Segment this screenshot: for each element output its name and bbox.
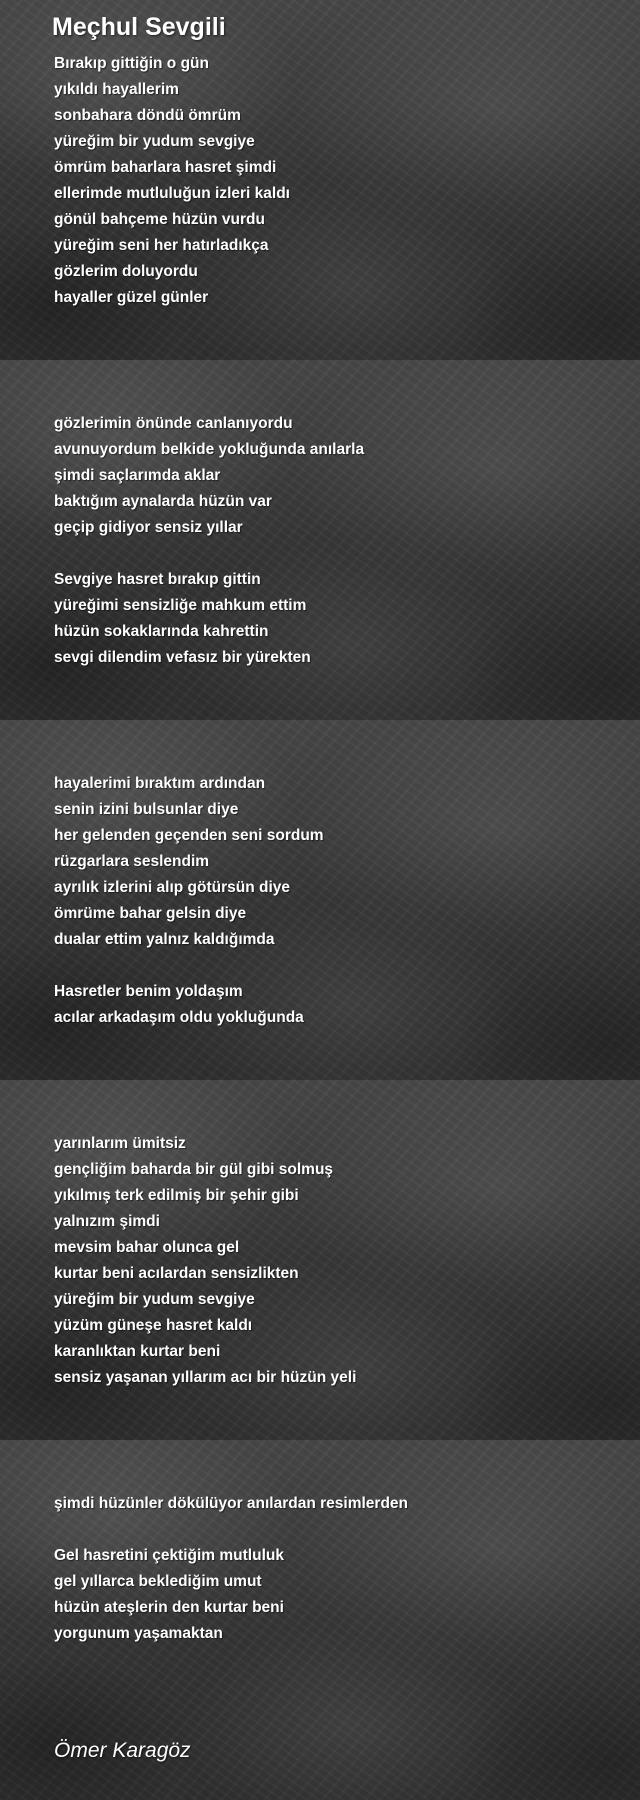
poem-author: Ömer Karagöz: [54, 1739, 191, 1762]
poem-line: gönül bahçeme hüzün vurdu: [54, 211, 265, 228]
poem-line: yıkılmış terk edilmiş bir şehir gibi: [54, 1187, 299, 1204]
poem-line: gençliğim baharda bir gül gibi solmuş: [54, 1161, 334, 1178]
poem-title: Meçhul Sevgili: [52, 13, 226, 41]
poem-line: hüzün ateşlerin den kurtar beni: [54, 1599, 284, 1616]
poem-line: her gelenden geçenden seni sordum: [54, 827, 324, 844]
poem-line: hüzün sokaklarında kahrettin: [54, 623, 269, 640]
stanza-4: [54, 771, 324, 953]
poem-line: ömrüme bahar gelsin diye: [54, 905, 247, 922]
poem-line: yüreğim bir yudum sevgiye: [54, 133, 255, 150]
poem-line: şimdi hüzünler dökülüyor anılardan resimlerden: [54, 1495, 408, 1512]
stanza-1: [54, 51, 290, 311]
poem-line: ayrılık izlerini alıp götürsün diye: [54, 879, 291, 896]
poem-line: sonbahara döndü ömrüm: [54, 107, 241, 124]
poem-line: gel yıllarca beklediğim umut: [54, 1573, 262, 1590]
poem-line: gözlerimin önünde canlanıyordu: [54, 415, 293, 432]
poem-line: yüzüm güneşe hasret kaldı: [54, 1317, 253, 1334]
poem-line: sensiz yaşanan yıllarım acı bir hüzün yeli: [54, 1369, 357, 1386]
poem-line: gözlerim doluyordu: [54, 263, 198, 280]
poem-line: yıkıldı hayallerim: [54, 81, 179, 98]
stanza-6: [54, 1131, 356, 1391]
poem-line: yorgunum yaşamaktan: [54, 1625, 223, 1642]
poem-line: ömrüm baharlara hasret şimdi: [54, 159, 277, 176]
poem-line: dualar ettim yalnız kaldığımda: [54, 931, 275, 948]
poem-line: ellerimde mutluluğun izleri kaldı: [54, 185, 290, 202]
poem-line: geçip gidiyor sensiz yıllar: [54, 519, 243, 536]
poem-line: acılar arkadaşım oldu yokluğunda: [54, 1009, 304, 1026]
stanza-3: [54, 567, 311, 671]
poem-line: mevsim bahar olunca gel: [54, 1239, 240, 1256]
stanza-2: [54, 411, 364, 541]
poem-line: Sevgiye hasret bırakıp gittin: [54, 571, 261, 588]
poem-line: sevgi dilendim vefasız bir yürekten: [54, 649, 311, 666]
poem-line: hayaller güzel günler: [54, 289, 209, 306]
stanza-8: [54, 1543, 284, 1647]
poem-line: senin izini bulsunlar diye: [54, 801, 239, 818]
poem-line: şimdi saçlarımda aklar: [54, 467, 221, 484]
poem-line: baktığım aynalarda hüzün var: [54, 493, 272, 510]
poem-line: yarınlarım ümitsiz: [54, 1135, 186, 1152]
poem-line: Hasretler benim yoldaşım: [54, 983, 243, 1000]
poem-line: yüreğim bir yudum sevgiye: [54, 1291, 255, 1308]
poem-line: rüzgarlara seslendim: [54, 853, 210, 870]
stanza-5: [54, 979, 304, 1031]
poem-line: Bırakıp gittiğin o gün: [54, 55, 209, 72]
poem-line: yüreğimi sensizliğe mahkum ettim: [54, 597, 307, 614]
poem-line: avunuyordum belkide yokluğunda anılarla: [54, 441, 365, 458]
stanza-7: [54, 1491, 408, 1517]
poem-line: yüreğim seni her hatırladıkça: [54, 237, 269, 254]
poem-line: kurtar beni acılardan sensizlikten: [54, 1265, 299, 1282]
poem-line: karanlıktan kurtar beni: [54, 1343, 221, 1360]
poem-line: yalnızım şimdi: [54, 1213, 160, 1230]
poem-line: Gel hasretini çektiğim mutluluk: [54, 1547, 284, 1564]
poem-line: hayalerimi bıraktım ardından: [54, 775, 266, 792]
